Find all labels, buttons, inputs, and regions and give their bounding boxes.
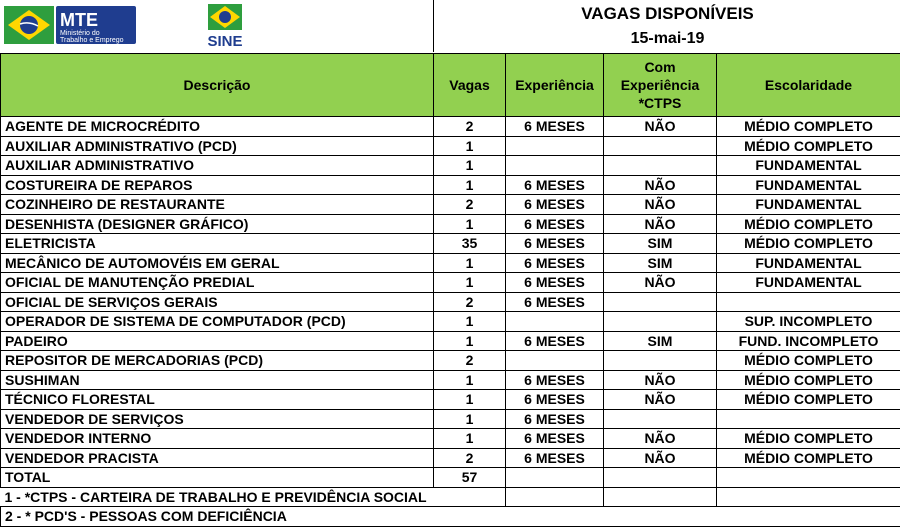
job-description-cell: REPOSITOR DE MERCADORIAS (PCD) (1, 351, 434, 371)
table-row (1, 214, 900, 234)
table-row (1, 156, 900, 176)
svg-text:MTE: MTE (60, 10, 98, 30)
vacancy-count-cell: 1 (434, 273, 506, 293)
experience-cell: 6 MESES (506, 117, 604, 137)
title-area (433, 0, 900, 52)
table-row (1, 136, 900, 156)
ctps-experience-cell: SIM (604, 234, 717, 254)
ctps-experience-cell: NÃO (604, 117, 717, 137)
education-cell: MÉDIO COMPLETO (717, 370, 900, 390)
job-description-cell: AGENTE DE MICROCRÉDITO (1, 117, 434, 137)
education-cell: FUNDAMENTAL (717, 253, 900, 273)
table-row (1, 175, 900, 195)
ctps-experience-cell: NÃO (604, 390, 717, 410)
total-row (1, 468, 900, 488)
experience-cell (506, 136, 604, 156)
ctps-experience-cell: NÃO (604, 273, 717, 293)
report-date: 15-mai-19 (630, 30, 705, 47)
job-description-cell: AUXILIAR ADMINISTRATIVO (PCD) (1, 136, 434, 156)
vacancy-count-cell: 2 (434, 351, 506, 371)
education-cell: MÉDIO COMPLETO (717, 390, 900, 410)
ctps-experience-cell: SIM (604, 253, 717, 273)
table-row (1, 273, 900, 293)
table-row (1, 351, 900, 371)
experience-cell: 6 MESES (506, 429, 604, 449)
job-description-cell: VENDEDOR INTERNO (1, 429, 434, 449)
vacancy-count-cell: 1 (434, 370, 506, 390)
experience-cell: 6 MESES (506, 214, 604, 234)
experience-cell: 6 MESES (506, 195, 604, 215)
ctps-experience-cell (604, 312, 717, 332)
ctps-experience-cell (604, 156, 717, 176)
ctps-experience-cell (604, 409, 717, 429)
job-description-cell: SUSHIMAN (1, 370, 434, 390)
table-row (1, 409, 900, 429)
table-row (1, 253, 900, 273)
experience-cell: 6 MESES (506, 448, 604, 468)
table-row (1, 331, 900, 351)
job-description-cell: TÉCNICO FLORESTAL (1, 390, 434, 410)
table-header-row (1, 54, 900, 117)
ctps-experience-cell: NÃO (604, 175, 717, 195)
vacancy-count-cell: 1 (434, 175, 506, 195)
education-cell: MÉDIO COMPLETO (717, 429, 900, 449)
column-header-com-experiencia: Com Experiência *CTPS (604, 54, 717, 117)
education-cell: MÉDIO COMPLETO (717, 117, 900, 137)
experience-cell: 6 MESES (506, 253, 604, 273)
ctps-experience-cell (604, 351, 717, 371)
vacancy-count-cell: 2 (434, 117, 506, 137)
svg-text:Ministério do: Ministério do (60, 30, 100, 37)
education-cell: FUNDAMENTAL (717, 273, 900, 293)
ctps-experience-cell: SIM (604, 331, 717, 351)
ctps-experience-cell: NÃO (604, 429, 717, 449)
experience-cell: 6 MESES (506, 175, 604, 195)
education-cell: FUNDAMENTAL (717, 195, 900, 215)
svg-text:Trabalho e Emprego: Trabalho e Emprego (60, 37, 124, 44)
logo-area (0, 0, 433, 52)
vacancy-count-cell: 2 (434, 448, 506, 468)
vacancy-count-cell: 1 (434, 136, 506, 156)
sine-logo (200, 2, 250, 52)
ctps-experience-cell: NÃO (604, 195, 717, 215)
job-description-cell: DESENHISTA (DESIGNER GRÁFICO) (1, 214, 434, 234)
experience-cell (506, 351, 604, 371)
job-description-cell: PADEIRO (1, 331, 434, 351)
table-row (1, 370, 900, 390)
table-row (1, 117, 900, 137)
vacancy-count-cell: 1 (434, 429, 506, 449)
experience-cell: 6 MESES (506, 390, 604, 410)
table-row (1, 234, 900, 254)
job-description-cell: COZINHEIRO DE RESTAURANTE (1, 195, 434, 215)
job-description-cell: MECÂNICO DE AUTOMOVÉIS EM GERAL (1, 253, 434, 273)
vacancy-count-cell: 1 (434, 331, 506, 351)
job-description-cell: OFICIAL DE SERVIÇOS GERAIS (1, 292, 434, 312)
table-row (1, 448, 900, 468)
ctps-experience-cell (604, 292, 717, 312)
experience-cell: 6 MESES (506, 292, 604, 312)
footnote-row-1 (1, 487, 900, 507)
vacancy-count-cell: 1 (434, 390, 506, 410)
job-description-cell: AUXILIAR ADMINISTRATIVO (1, 156, 434, 176)
job-description-cell: VENDEDOR PRACISTA (1, 448, 434, 468)
column-header-vagas: Vagas (434, 54, 506, 117)
vacancy-count-cell: 35 (434, 234, 506, 254)
job-description-cell: COSTUREIRA DE REPAROS (1, 175, 434, 195)
education-cell: MÉDIO COMPLETO (717, 214, 900, 234)
education-cell (717, 409, 900, 429)
job-description-cell: OFICIAL DE MANUTENÇÃO PREDIAL (1, 273, 434, 293)
mte-logo (4, 4, 136, 46)
table-body (1, 117, 900, 468)
column-header-descricao: Descrição (1, 54, 434, 117)
ctps-experience-cell: NÃO (604, 448, 717, 468)
table-row (1, 429, 900, 449)
footnote-row-2 (1, 507, 900, 527)
education-cell: MÉDIO COMPLETO (717, 136, 900, 156)
total-label: TOTAL (1, 468, 434, 488)
vacancy-count-cell: 1 (434, 214, 506, 234)
total-value: 57 (434, 468, 506, 488)
vacancies-table (0, 53, 900, 527)
experience-cell: 6 MESES (506, 234, 604, 254)
vacancy-count-cell: 1 (434, 253, 506, 273)
education-cell: MÉDIO COMPLETO (717, 234, 900, 254)
table-row (1, 195, 900, 215)
column-header-experiencia: Experiência (506, 54, 604, 117)
education-cell: MÉDIO COMPLETO (717, 448, 900, 468)
experience-cell: 6 MESES (506, 370, 604, 390)
vacancy-count-cell: 2 (434, 292, 506, 312)
education-cell: FUNDAMENTAL (717, 175, 900, 195)
education-cell: FUNDAMENTAL (717, 156, 900, 176)
ctps-experience-cell: NÃO (604, 214, 717, 234)
education-cell: SUP. INCOMPLETO (717, 312, 900, 332)
footnote-ctps: 1 - *CTPS - CARTEIRA DE TRABALHO E PREVIDÊNCIA SOCIAL (1, 487, 506, 507)
education-cell: MÉDIO COMPLETO (717, 351, 900, 371)
job-description-cell: OPERADOR DE SISTEMA DE COMPUTADOR (PCD) (1, 312, 434, 332)
vacancy-count-cell: 1 (434, 156, 506, 176)
table-row (1, 390, 900, 410)
experience-cell: 6 MESES (506, 331, 604, 351)
education-cell: FUND. INCOMPLETO (717, 331, 900, 351)
vacancy-count-cell: 2 (434, 195, 506, 215)
job-description-cell: VENDEDOR DE SERVIÇOS (1, 409, 434, 429)
experience-cell: 6 MESES (506, 409, 604, 429)
table-row (1, 312, 900, 332)
ctps-experience-cell: NÃO (604, 370, 717, 390)
svg-text:SINE: SINE (207, 33, 243, 50)
vacancy-count-cell: 1 (434, 409, 506, 429)
table-row (1, 292, 900, 312)
column-header-escolaridade: Escolaridade (717, 54, 900, 117)
experience-cell (506, 312, 604, 332)
footnote-pcd: 2 - * PCD'S - PESSOAS COM DEFICIÊNCIA (1, 507, 900, 527)
experience-cell: 6 MESES (506, 273, 604, 293)
experience-cell (506, 156, 604, 176)
ctps-experience-cell (604, 136, 717, 156)
vacancy-count-cell: 1 (434, 312, 506, 332)
page-title: VAGAS DISPONÍVEIS (581, 4, 754, 23)
education-cell (717, 292, 900, 312)
job-description-cell: ELETRICISTA (1, 234, 434, 254)
